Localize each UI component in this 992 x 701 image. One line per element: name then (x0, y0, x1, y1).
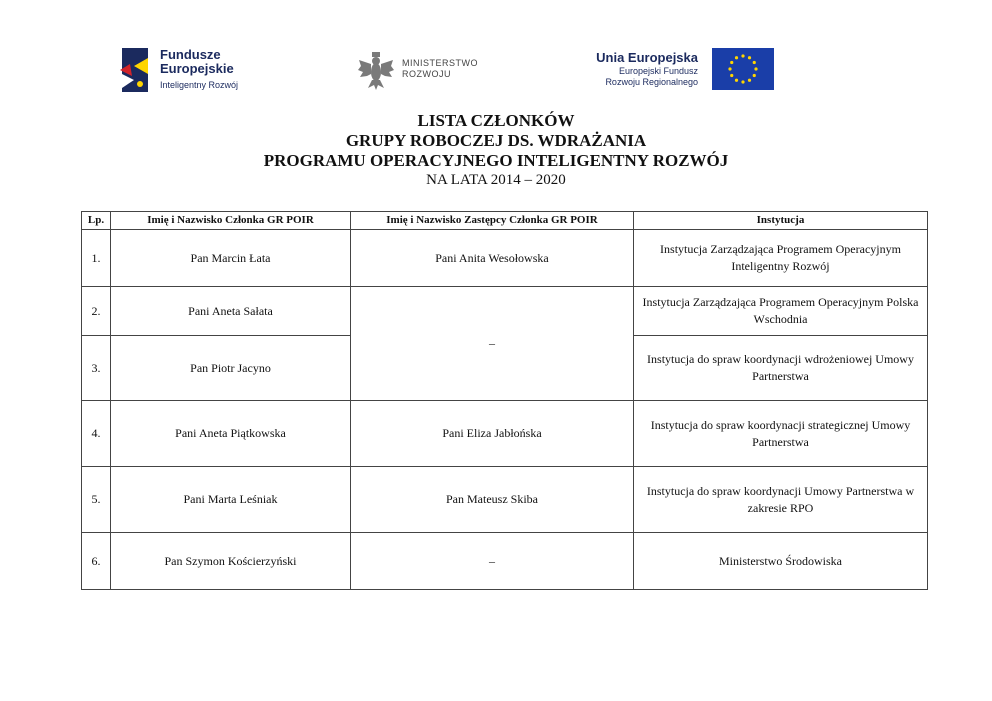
fe-logo-line1: Fundusze (160, 47, 221, 62)
cell-deputy: – (351, 533, 634, 590)
ue-logo-line1: Unia Europejska (596, 50, 698, 65)
table-row (82, 287, 928, 336)
ue-logo-line2: Europejski Fundusz (618, 66, 698, 76)
cell-institution: Instytucja Zarządzająca Programem Operacyjnym Polska Wschodnia (634, 287, 928, 336)
cell-institution: Instytucja do spraw koordynacji strategicznej Umowy Partnerstwa (634, 401, 928, 467)
ministerstwo-rozwoju-logo (358, 50, 498, 92)
header-institution: Instytucja (634, 212, 928, 230)
header-deputy: Imię i Nazwisko Zastępcy Członka GR POIR (351, 212, 634, 230)
cell-lp: 6. (82, 533, 111, 590)
fundusze-europejskie-emblem-icon (118, 44, 156, 96)
title-line-3: PROGRAMU OPERACYJNEGO INTELIGENTNY ROZWÓJ (263, 151, 729, 170)
eu-star-icon (730, 61, 733, 64)
eu-flag-icon (712, 48, 774, 90)
table-row (82, 401, 928, 467)
cell-deputy: – (351, 287, 634, 401)
eu-star-icon (741, 80, 744, 83)
table-row (82, 533, 928, 590)
cell-institution: Instytucja Zarządzająca Programem Operacyjnym Inteligentny Rozwój (634, 230, 928, 287)
cell-member: Pan Piotr Jacyno (111, 336, 351, 401)
unia-europejska-logo (592, 48, 774, 94)
title-line-2: GRUPY ROBOCZEJ DS. WDRAŻANIA (345, 131, 647, 150)
mr-logo-line1: MINISTERSTWO (402, 58, 478, 68)
cell-institution: Instytucja do spraw koordynacji wdrożeniowej Umowy Partnerstwa (634, 336, 928, 401)
title-subtitle: NA LATA 2014 – 2020 (426, 172, 566, 188)
cell-lp: 3. (82, 336, 111, 401)
table-header-row (82, 212, 928, 230)
cell-institution: Ministerstwo Środowiska (634, 533, 928, 590)
eu-star-icon (748, 56, 751, 59)
cell-lp: 1. (82, 230, 111, 287)
cell-deputy: Pan Mateusz Skiba (351, 467, 634, 533)
title-line-1: LISTA CZŁONKÓW (417, 111, 575, 130)
cell-member: Pani Marta Leśniak (111, 467, 351, 533)
members-table (81, 211, 928, 590)
eu-star-icon (735, 79, 738, 82)
eu-star-icon (753, 61, 756, 64)
eu-star-icon (741, 54, 744, 57)
polish-eagle-icon (358, 50, 394, 92)
cell-member: Pan Szymon Kościerzyński (111, 533, 351, 590)
cell-lp: 5. (82, 467, 111, 533)
cell-lp: 2. (82, 287, 111, 336)
cell-member: Pani Aneta Sałata (111, 287, 351, 336)
eu-star-icon (748, 79, 751, 82)
eu-star-icon (754, 67, 757, 70)
cell-member: Pan Marcin Łata (111, 230, 351, 287)
cell-deputy: Pani Eliza Jabłońska (351, 401, 634, 467)
table-row (82, 467, 928, 533)
header-member: Imię i Nazwisko Członka GR POIR (111, 212, 351, 230)
cell-deputy: Pani Anita Wesołowska (351, 230, 634, 287)
eu-star-icon (735, 56, 738, 59)
table-row (82, 230, 928, 287)
fundusze-europejskie-logo (118, 44, 258, 96)
cell-institution: Instytucja do spraw koordynacji Umowy Partnerstwa w zakresie RPO (634, 467, 928, 533)
header-lp: Lp. (82, 212, 111, 230)
eu-star-icon (730, 74, 733, 77)
document-title (0, 111, 992, 190)
fe-logo-line3: Inteligentny Rozwój (160, 80, 239, 90)
eu-star-icon (753, 74, 756, 77)
fe-logo-line2: Europejskie (160, 61, 234, 76)
mr-logo-line2: ROZWOJU (402, 69, 451, 79)
cell-member: Pani Aneta Piątkowska (111, 401, 351, 467)
eu-star-icon (728, 67, 731, 70)
cell-lp: 4. (82, 401, 111, 467)
ue-logo-line3: Rozwoju Regionalnego (605, 77, 698, 87)
